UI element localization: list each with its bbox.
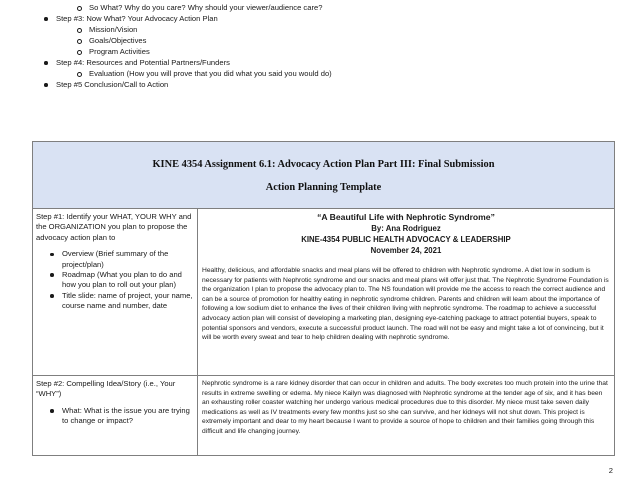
table-subtitle: Action Planning Template — [265, 182, 382, 193]
outline-item-goals — [89, 36, 146, 47]
circle-bullet-icon — [77, 25, 82, 37]
step1-body-text: Healthy, delicious, and affordable snacks and meal plans will be offered to children with Nephrotic syndrome. A diet low in sodium is necessary for patients with Nephrotic syndrome and our snacks and meal plans will offer just that. The Nephrotic Syndrome Foundation is the organization I plan to propose the advocacy plan to. The NS foundation will provide me the access to reach the correct audience and can be a source of promotion for healthy eating in nephrotic syndrome children. Parents and children will learn about the importance of following a low sodium diet to enhance the lives of their children living with nephrotic syndrome. The roadmap to achieve a successful advocacy action plan will consist of developing a marketing plan, designing eye-catching package to attract potential buyers, speak to potential sponsors and vendors, execute a successful product launch. The road will not be easy and might take a lot of convincing, but it will be worth every sweat and tear to help children dealing with nephrotic syndrome. — [202, 267, 609, 342]
circle-bullet-icon — [77, 47, 82, 59]
bullet-icon — [44, 80, 48, 91]
outline-item-step4 — [56, 58, 230, 69]
list-item: Overview (Brief summary of the project/plan) — [62, 249, 194, 270]
table-row-step2 — [33, 375, 614, 455]
title-block — [202, 212, 610, 256]
outline-text: Step #3: Now What? Your Advocacy Action Plan — [56, 14, 218, 23]
outline-text: Step #4: Resources and Potential Partners/Funders — [56, 58, 230, 67]
bullet-icon — [44, 14, 48, 25]
step1-prompt-cell — [33, 209, 198, 375]
list-item: What: What is the issue you are trying to change or impact? — [62, 406, 194, 427]
outline-text: Program Activities — [89, 47, 150, 56]
circle-bullet-icon — [77, 69, 82, 81]
circle-bullet-icon — [77, 3, 82, 15]
course-line: KINE-4354 PUBLIC HEALTH ADVOCACY & LEADERSHIP — [301, 235, 511, 244]
outline-text: Mission/Vision — [89, 25, 138, 34]
project-title: “A Beautiful Life with Nephrotic Syndrome” — [317, 212, 495, 222]
outline-text: Goals/Objectives — [89, 36, 147, 45]
page-number: 2 — [608, 466, 613, 475]
outline-item-program — [89, 47, 150, 58]
bullet-icon — [50, 294, 54, 298]
bullet-icon — [44, 58, 48, 69]
step2-prompt-cell — [33, 376, 198, 455]
list-item: Roadmap (What you plan to do and how you plan to roll out your plan) — [62, 270, 194, 291]
outline-item-mission — [89, 25, 137, 36]
outline-text: So What? Why do you care? Why should your viewer/audience care? — [89, 3, 323, 12]
outline-text: Step #5 Conclusion/Call to Action — [56, 80, 169, 89]
date-line: November 24, 2021 — [370, 246, 442, 255]
outline-item-evaluation — [89, 69, 332, 80]
list-item: Title slide: name of project, your name, course name and number, date — [62, 291, 194, 312]
step2-response-cell — [198, 376, 614, 455]
action-plan-table — [32, 141, 615, 456]
step1-bullet-list — [36, 249, 194, 311]
step2-body-text: Nephrotic syndrome is a rare kidney disorder that can occur in children and adults. The body excretes too much protein into the urine that results in extreme swelling or edema. My niece Kailyn was diagnosed with Nephrotic syndrome at the tender age of six, and it has been an exhausting roller coaster watching her undergo various medical procedures due to this disorder. My niece must take seven daily medications as well as IV treatments every few months just so she can survive, and her kidneys will not shut down. This project is extremely important and dear to my heart because I want to provide a source of hope to children and their families going through this difficult and life changing journey. — [202, 380, 608, 435]
bullet-icon — [50, 409, 54, 413]
table-header — [33, 142, 614, 209]
step1-response-cell — [198, 209, 614, 375]
outline-item-step3 — [56, 14, 218, 25]
circle-bullet-icon — [77, 36, 82, 48]
table-row-step1 — [33, 209, 614, 375]
outline-text: Evaluation (How you will prove that you did what you said you would do) — [89, 69, 332, 78]
author-line: By: Ana Rodriguez — [371, 224, 441, 233]
outline-item-step5 — [56, 80, 168, 91]
step2-bullet-list — [36, 406, 194, 427]
bullet-icon — [50, 253, 54, 257]
outline-item-so-what — [89, 3, 322, 14]
step2-intro: Step #2: Compelling Idea/Story (i.e., Your “WHY”) — [36, 379, 176, 399]
table-title: KINE 4354 Assignment 6.1: Advocacy Action Plan Part III: Final Submission — [152, 159, 495, 170]
step1-intro: Step #1: Identify your WHAT, YOUR WHY and the ORGANIZATION you plan to propose the advocacy action plan to — [36, 212, 192, 242]
bullet-icon — [50, 273, 54, 277]
